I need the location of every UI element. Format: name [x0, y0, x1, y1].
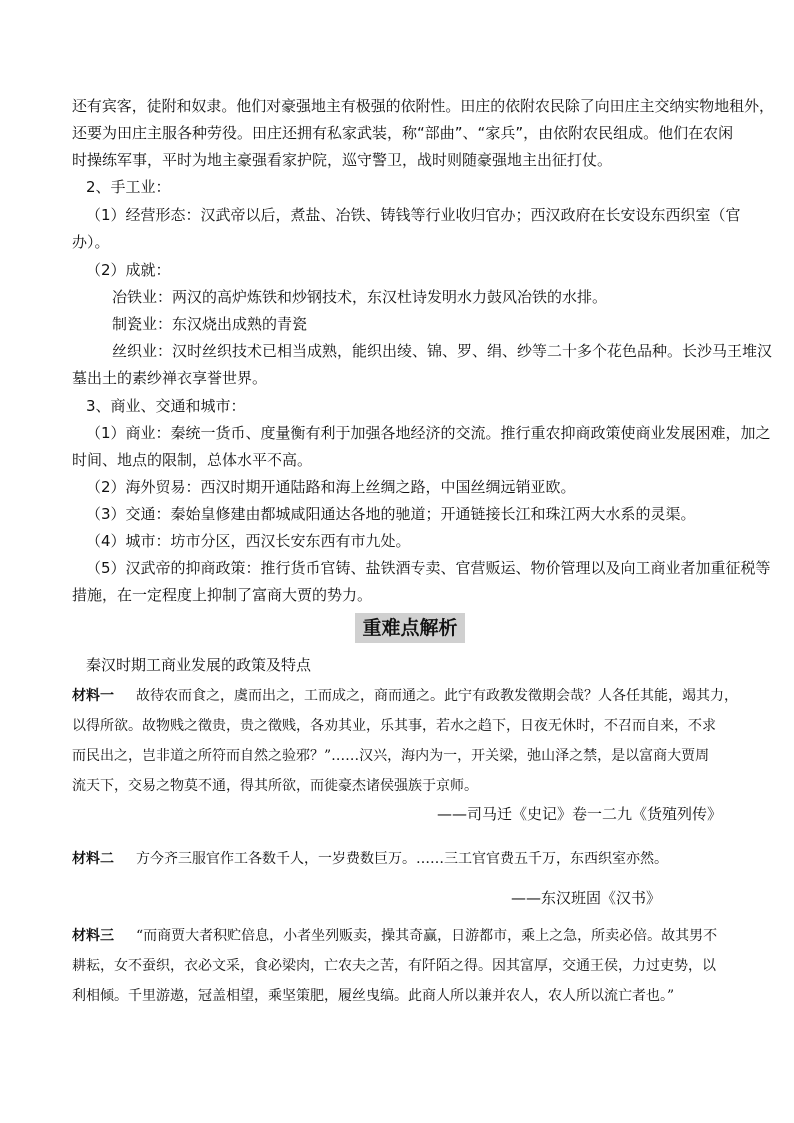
material-text: 方今齐三服官作工各数千人，一岁费数巨万。……三工官官费五千万，东西织室亦然。	[136, 851, 668, 867]
material-line: 流天下，交易之物莫不通，得其所欲，而徙豪杰诸侯强族于京师。	[72, 778, 478, 794]
paragraph-line: （3）交通：秦始皇修建由都城咸阳通达各地的驰道；开通链接长江和珠江两大水系的灵渠。	[86, 505, 696, 523]
paragraph-line: 还有宾客，徒附和奴隶。他们对豪强地主有极强的依附性。田庄的依附农民除了向田庄主交纳实物地租外，	[72, 97, 774, 115]
paragraph-line: （2）海外贸易：西汉时期开通陆路和海上丝绸之路，中国丝绸远销亚欧。	[86, 478, 576, 496]
section-heading-commerce: 3、商业、交通和城市：	[86, 397, 246, 415]
paragraph-line: 措施，在一定程度上抑制了富商大贾的势力。	[72, 586, 373, 604]
paragraph-line: （4）城市：坊市分区，西汉长安东西有市九处。	[86, 532, 411, 550]
paragraph-line: （5）汉武帝的抑商政策：推行货币官铸、盐铁酒专卖、官营贩运、物价管理以及向工商业者加重征税等	[86, 559, 771, 577]
paragraph-line: 墓出土的素纱禅衣享誉世界。	[72, 369, 268, 387]
material-text: 故待农而食之，虞而出之，工而成之，商而通之。此宁有政教发徵期会哉？人各任其能，竭其力，	[136, 688, 738, 704]
material-line	[72, 849, 668, 869]
material-label: 材料一	[72, 688, 114, 704]
paragraph-line: 冶铁业：两汉的高炉炼铁和炒钢技术，东汉杜诗发明水力鼓风冶铁的水排。	[112, 288, 608, 306]
material-source: ——司马迁《史记》卷一二九《货殖列传》	[436, 805, 722, 823]
paragraph-line: （1）经营形态：汉武帝以后，煮盐、冶铁、铸钱等行业收归官办；西汉政府在长安设东西织室（官	[86, 206, 741, 224]
material-text: “而商贾大者积贮倍息，小者坐列贩卖，操其奇赢，日游都市，乘上之急，所卖必倍。故其男不	[136, 928, 718, 944]
section-title-banner: 重难点解析	[355, 613, 465, 643]
paragraph-line: 还要为田庄主服各种劳役。田庄还拥有私家武装，称“部曲”、“家兵”，由依附农民组成。他们在农闲	[72, 124, 734, 142]
subheading-achievements: （2）成就：	[86, 261, 171, 279]
paragraph-line: 时操练军事，平时为地主豪强看家护院，巡守警卫，战时则随豪强地主出征打仗。	[72, 151, 613, 169]
paragraph-line: 制瓷业：东汉烧出成熟的青瓷	[112, 315, 308, 333]
material-line: 而民出之，岂非道之所符而自然之验邪？”……汉兴，海内为一，开关梁，弛山泽之禁，是以富商大贾周	[72, 748, 710, 764]
material-label: 材料二	[72, 851, 114, 867]
section-topic: 秦汉时期工商业发展的政策及特点	[86, 656, 312, 674]
paragraph-line: 时间、地点的限制，总体水平不高。	[72, 451, 313, 469]
material-label: 材料三	[72, 928, 114, 944]
paragraph-line: 办）。	[72, 233, 110, 251]
material-line: 利相倾。千里游遨，冠盖相望，乘坚策肥，履丝曳缟。此商人所以兼并农人，农人所以流亡者也。”	[72, 988, 675, 1004]
paragraph-line: （1）商业：秦统一货币、度量衡有利于加强各地经济的交流。推行重农抑商政策使商业发展困难，加之	[86, 424, 771, 442]
material-line: 以得所欲。故物贱之徵贵，贵之徵贱，各劝其业，乐其事，若水之趋下，日夜无休时，不召而自来，不求	[72, 718, 716, 734]
paragraph-line: 丝织业：汉时丝织技术已相当成熟，能织出绫、锦、罗、绢、纱等二十多个花色品种。长沙马王堆汉	[112, 342, 773, 360]
material-line: 耕耘，女不蚕织，衣必文采，食必梁肉，亡农夫之苦，有阡陌之得。因其富厚，交通王侯，力过吏势，以	[72, 958, 716, 974]
material-line	[72, 926, 717, 946]
material-source: ——东汉班固《汉书》	[510, 889, 661, 907]
section-heading-handicraft: 2、手工业：	[86, 178, 171, 196]
material-line	[72, 686, 738, 706]
